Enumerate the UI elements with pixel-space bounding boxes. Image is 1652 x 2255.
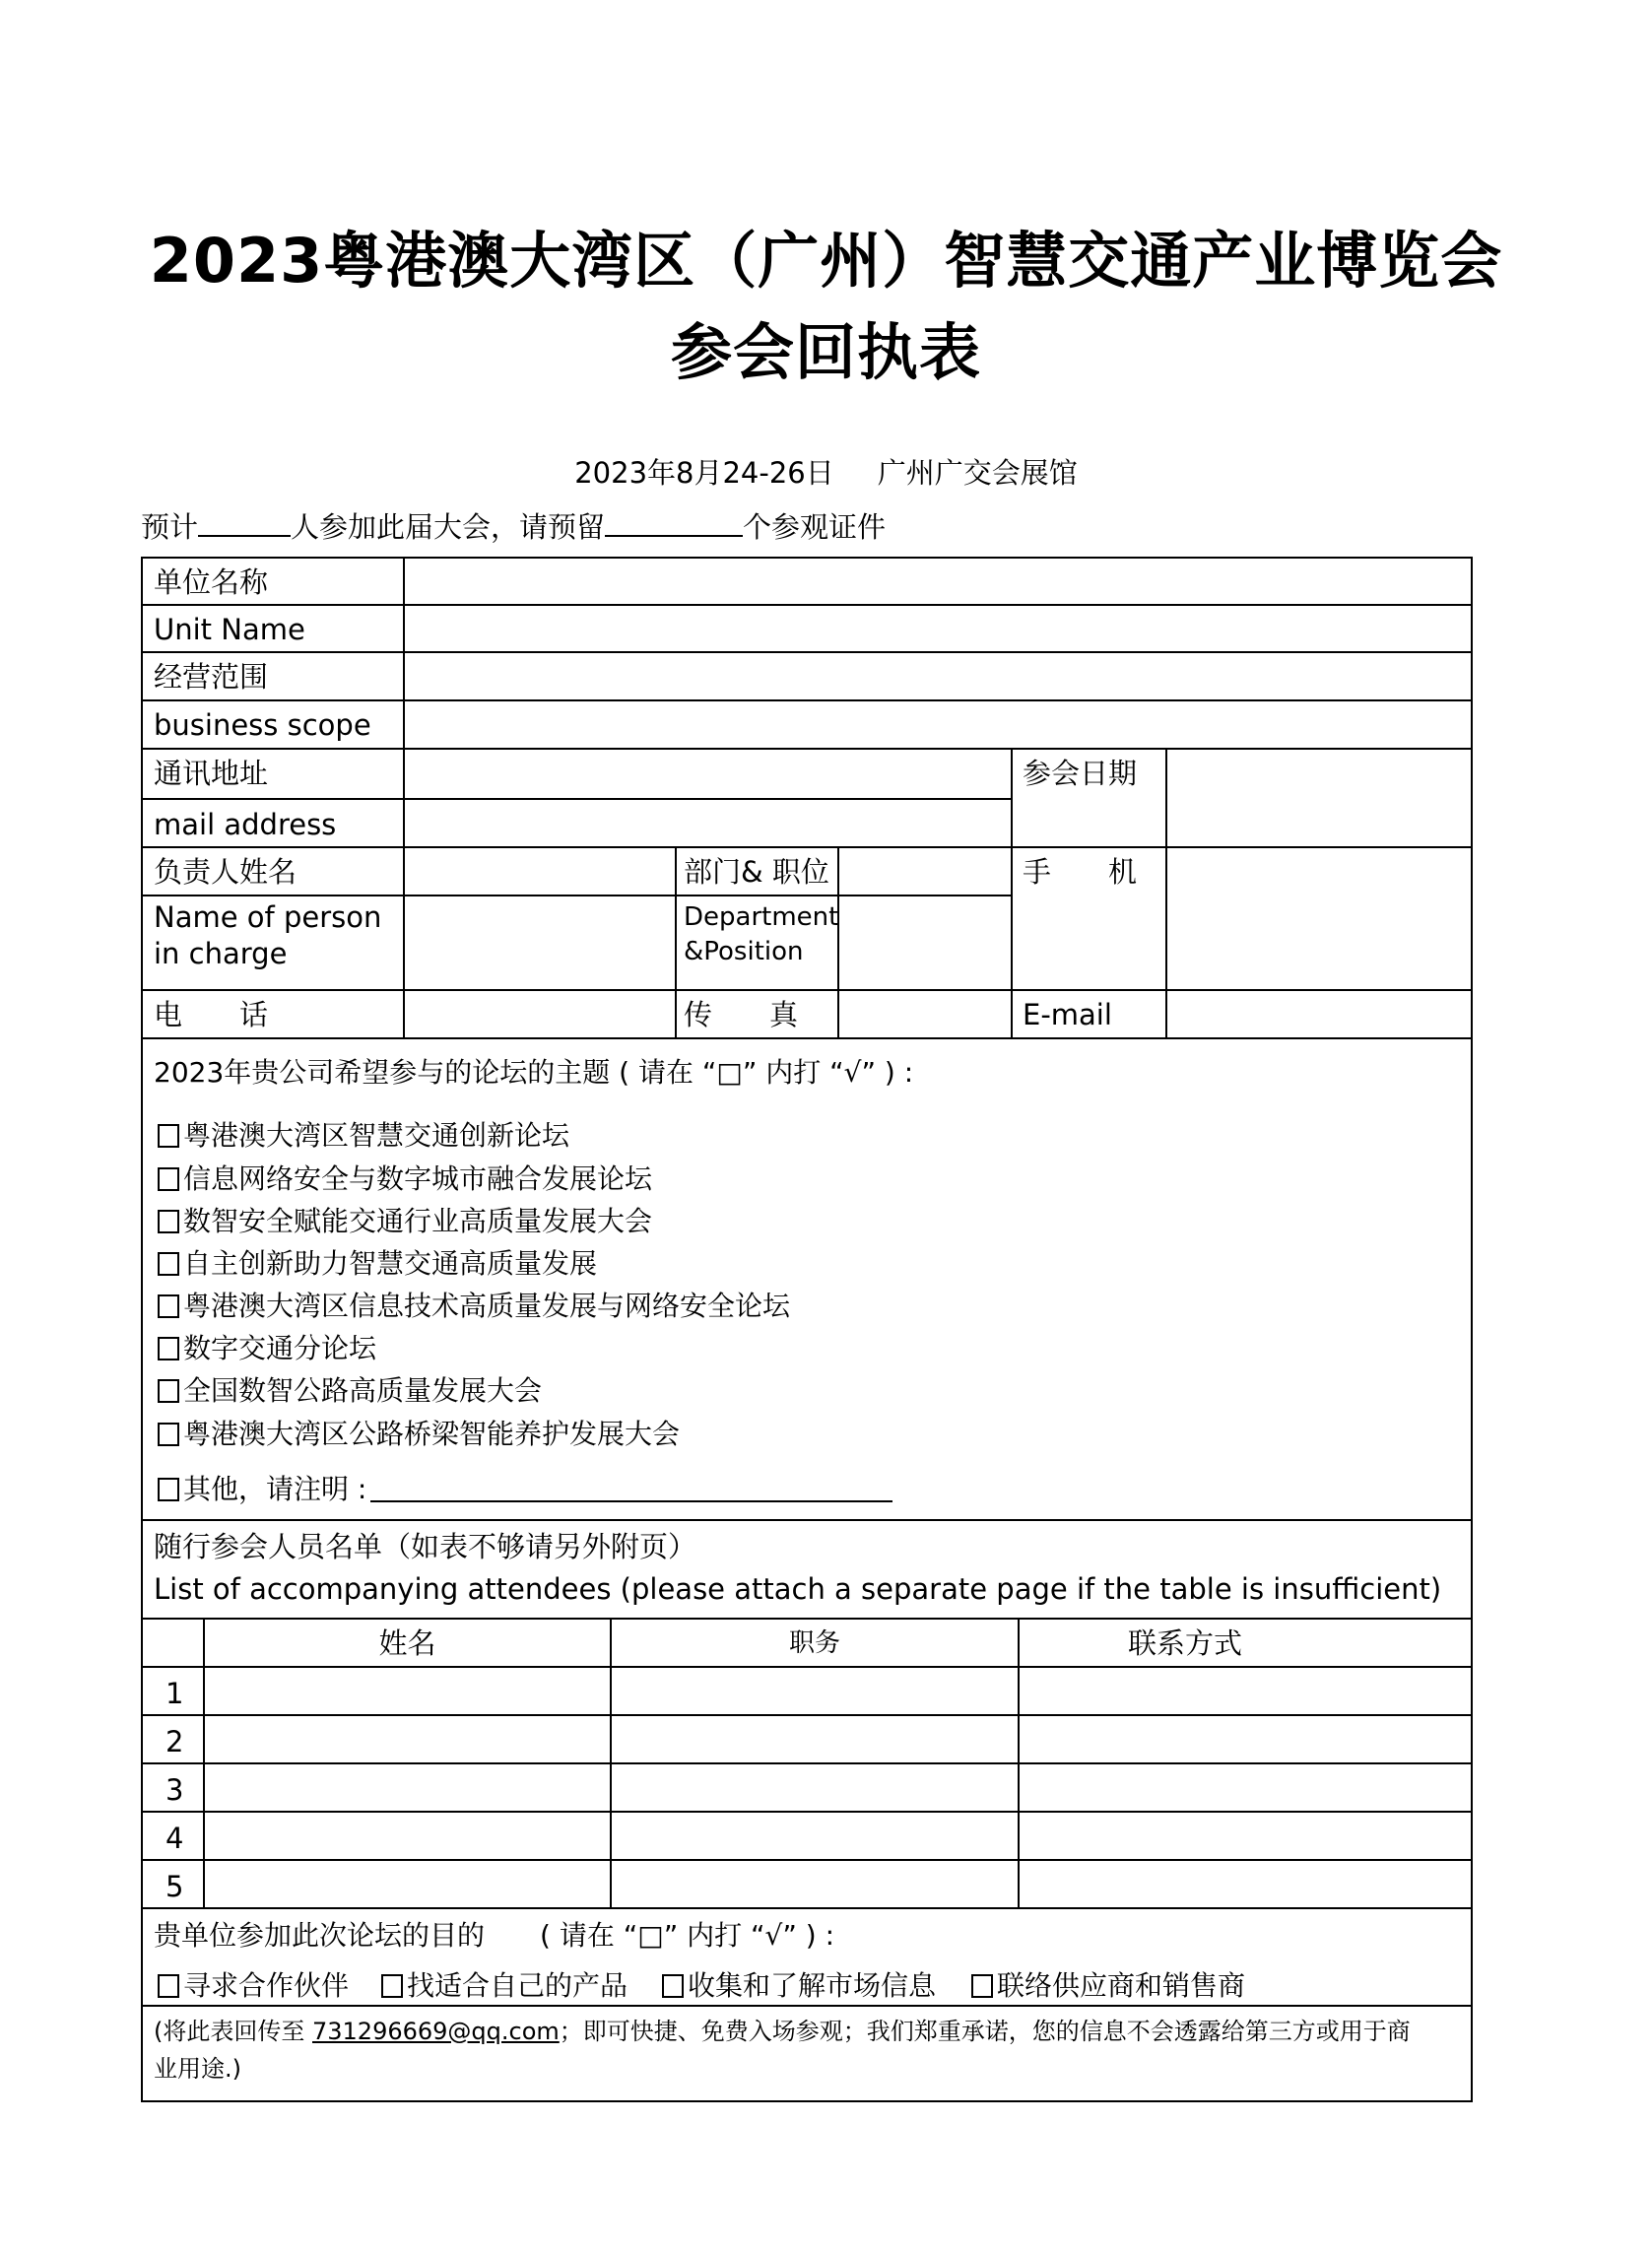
event-date: 2023年8月24-26日: [574, 456, 834, 490]
attend-date-input[interactable]: [1167, 750, 1471, 846]
attendees-title-en: List of accompanying attendees (please attach a separate page if the table is insufficient): [154, 1572, 1442, 1606]
forum-option-label: 粤港澳大湾区信息技术高质量发展与网络安全论坛: [183, 1290, 791, 1322]
attendees-title-cn: 随行参会人员名单（如表不够请另外附页）: [154, 1530, 697, 1563]
scope-label-cn: 经营范围: [154, 660, 269, 694]
row-line: [141, 1037, 1473, 1039]
row-line: [141, 1907, 1473, 1909]
row-number: 4: [165, 1822, 184, 1855]
email-input[interactable]: [1167, 991, 1471, 1037]
unit-name-label-cn: 单位名称: [154, 565, 269, 599]
contact-email-link[interactable]: 731296669@qq.com: [312, 2018, 560, 2045]
row-number: 1: [165, 1677, 184, 1710]
forum-option[interactable]: [158, 1242, 597, 1282]
unit-name-label-en: Unit Name: [154, 613, 305, 646]
checkbox[interactable]: [158, 1423, 179, 1446]
person-label-en-1: Name of person: [154, 900, 382, 934]
unit-name-input[interactable]: [405, 559, 1471, 604]
forum-option[interactable]: [158, 1114, 569, 1154]
forum-question: 2023年贵公司希望参与的论坛的主题 ( 请在 “□” 内打 “√” ) :: [154, 1056, 914, 1089]
col-line: [610, 1618, 612, 1907]
row-line: [141, 1762, 1473, 1764]
col-line: [203, 1618, 205, 1907]
forum-option[interactable]: [158, 1413, 680, 1452]
purpose-question: 贵单位参加此次论坛的目的 ( 请在 “□” 内打 “√” ) :: [154, 1919, 835, 1952]
fax-input[interactable]: [839, 991, 1011, 1037]
expect-suffix: 个参观证件: [743, 510, 887, 544]
table-border-left: [141, 557, 143, 2101]
person-name-input[interactable]: [405, 848, 675, 989]
person-label-cn: 负责人姓名: [154, 855, 297, 889]
person-label-en-2: in charge: [154, 937, 288, 970]
checkbox[interactable]: [158, 1210, 179, 1233]
expected-attendance: [141, 505, 886, 546]
row-line: [141, 2005, 1473, 2007]
expect-prefix: 预计: [141, 510, 199, 544]
row-number: 5: [165, 1870, 184, 1903]
col-line: [1018, 1618, 1020, 1907]
row-line: [141, 604, 1473, 606]
checkbox[interactable]: [662, 1974, 684, 1998]
purpose-option[interactable]: [662, 1964, 936, 2004]
row-line: [141, 1714, 1473, 1716]
forum-option[interactable]: [158, 1369, 542, 1409]
form-title-line2: 参会回执表: [670, 316, 981, 388]
forum-option-other[interactable]: [158, 1468, 892, 1507]
phone-label: 电 话: [154, 998, 269, 1031]
checkbox[interactable]: [158, 1337, 179, 1360]
dept-label-en-2: &Position: [684, 937, 804, 966]
purpose-option[interactable]: [158, 1964, 349, 2004]
row-number: 2: [165, 1725, 184, 1758]
column-header-name: 姓名: [378, 1626, 436, 1660]
forum-option[interactable]: [158, 1327, 376, 1366]
event-info: [0, 451, 1652, 492]
badge-count-blank[interactable]: [605, 507, 743, 537]
dept-label-en-1: Department: [684, 902, 839, 932]
forum-option-label: 数字交通分论坛: [183, 1332, 377, 1364]
address-label-en: mail address: [154, 808, 337, 841]
checkbox[interactable]: [971, 1974, 993, 1998]
fax-label: 传 真: [684, 998, 799, 1031]
checkbox[interactable]: [158, 1167, 179, 1191]
expect-middle: 人参加此届大会，请预留: [291, 510, 606, 544]
mobile-input[interactable]: [1167, 848, 1471, 989]
checkbox[interactable]: [381, 1974, 403, 1998]
footer-note-prefix: (将此表回传至: [154, 2018, 312, 2045]
forum-option-label: 粤港澳大湾区公路桥梁智能养护发展大会: [183, 1418, 681, 1450]
forum-option[interactable]: [158, 1200, 652, 1239]
checkbox[interactable]: [158, 1379, 179, 1403]
email-label: E-mail: [1023, 998, 1112, 1031]
checkbox[interactable]: [158, 1124, 179, 1148]
department-input[interactable]: [839, 848, 1011, 989]
attend-date-label: 参会日期: [1023, 757, 1138, 790]
row-line: [141, 2100, 1473, 2102]
business-scope-input[interactable]: [405, 653, 1471, 748]
scope-label-en: business scope: [154, 708, 371, 742]
event-venue: 广州广交会展馆: [877, 456, 1078, 490]
checkbox[interactable]: [158, 1252, 179, 1276]
row-number: 3: [165, 1773, 184, 1807]
forum-option[interactable]: [158, 1285, 790, 1324]
footer-note-line1: [154, 2018, 1411, 2046]
table-border-right: [1471, 557, 1473, 2101]
form-title-line1: 2023粤港澳大湾区（广州）智慧交通产业博览会: [149, 225, 1503, 297]
forum-option-label: 信息网络安全与数字城市融合发展论坛: [183, 1162, 653, 1195]
row-line: [141, 1811, 1473, 1813]
checkbox[interactable]: [158, 1974, 179, 1998]
forum-option-label: 粤港澳大湾区智慧交通创新论坛: [183, 1119, 570, 1152]
row-line: [141, 1859, 1473, 1861]
col-line: [1011, 748, 1013, 1037]
checkbox[interactable]: [158, 1478, 179, 1501]
footer-note-line2: 业用途.): [154, 2055, 241, 2083]
forum-option-label: 数智安全赋能交通行业高质量发展大会: [183, 1205, 653, 1237]
mobile-label: 手 机: [1023, 855, 1138, 889]
col-line: [675, 846, 677, 1037]
purpose-option[interactable]: [381, 1964, 628, 2004]
footer-note-suffix: ；即可快捷、免费入场参观；我们郑重承诺，您的信息不会透露给第三方或用于商: [559, 2018, 1411, 2045]
forum-option-label: 自主创新助力智慧交通高质量发展: [183, 1247, 598, 1280]
purpose-option-label: 收集和了解市场信息: [688, 1969, 937, 2002]
phone-input[interactable]: [405, 991, 675, 1037]
forum-option[interactable]: [158, 1158, 652, 1197]
column-header-position: 职务: [788, 1628, 840, 1658]
checkbox[interactable]: [158, 1294, 179, 1318]
other-input-line[interactable]: [370, 1475, 892, 1502]
row-line: [141, 1618, 1473, 1620]
purpose-option[interactable]: [971, 1964, 1245, 2004]
forum-other-label: 其他，请注明 :: [183, 1473, 367, 1505]
attendee-count-blank[interactable]: [198, 507, 291, 537]
dept-label-cn: 部门& 职位: [684, 855, 829, 889]
purpose-option-label: 联络供应商和销售商: [997, 1969, 1246, 2002]
row-line: [141, 1519, 1473, 1521]
purpose-option-label: 找适合自己的产品: [407, 1969, 628, 2002]
mail-address-input[interactable]: [405, 750, 1011, 846]
address-label-cn: 通讯地址: [154, 757, 269, 790]
purpose-option-label: 寻求合作伙伴: [183, 1969, 350, 2002]
row-line: [141, 1666, 1473, 1668]
forum-option-label: 全国数智公路高质量发展大会: [183, 1374, 543, 1407]
column-header-contact: 联系方式: [1127, 1626, 1242, 1660]
